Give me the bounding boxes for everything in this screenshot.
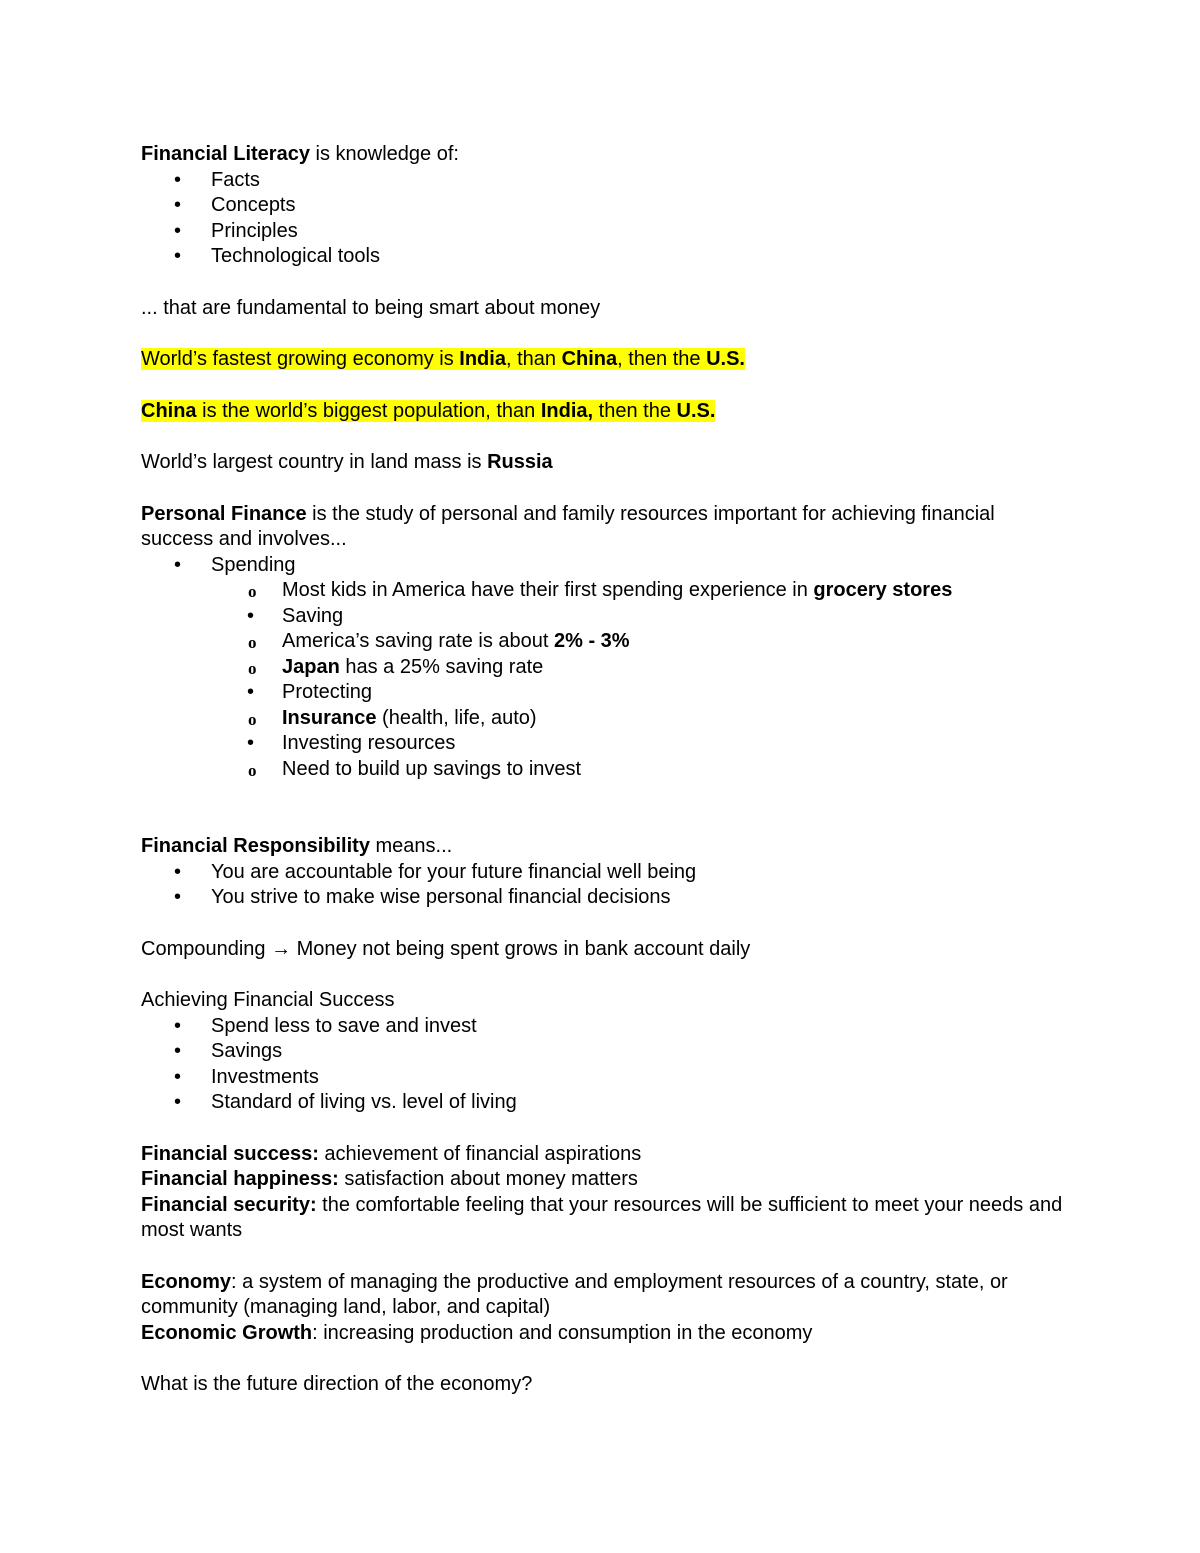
list-item: o Japan has a 25% saving rate — [141, 655, 1071, 681]
list-item: o Insurance (health, life, auto) — [141, 706, 1071, 732]
achieving-success-list — [141, 1014, 1071, 1116]
list-item: o Need to build up savings to invest — [141, 757, 1071, 783]
closing-question: What is the future direction of the economy? — [141, 1373, 533, 1395]
list-item: • Saving — [141, 604, 1071, 630]
compounding-note: Compounding → Money not being spent grows in bank account daily — [141, 937, 751, 960]
list-item: • Investments — [141, 1065, 1071, 1091]
document-page — [141, 142, 1071, 1398]
highlight-biggest-population: China is the world’s biggest population, than India, then the U.S. — [141, 399, 716, 422]
economic-growth-definition: Economic Growth: increasing production and consumption in the economy — [141, 1321, 813, 1344]
financial-security-definition: Financial security: the comfortable feeling that your resources will be sufficient to meet your needs and most wants — [141, 1193, 1063, 1241]
economy-definition: Economy: a system of managing the productive and employment resources of a country, state, or community (managing land, labor, and capital) — [141, 1270, 1008, 1318]
list-item: • Savings — [141, 1039, 1071, 1065]
achieving-success-heading: Achieving Financial Success — [141, 989, 395, 1011]
financial-literacy-heading: Financial Literacy is knowledge of: — [141, 143, 459, 165]
personal-finance-definition: Personal Finance is the study of personal and family resources important for achieving financial success and involves... — [141, 502, 995, 550]
list-item: • Spending — [141, 553, 1071, 579]
financial-literacy-list — [141, 168, 1071, 270]
list-item: o America’s saving rate is about 2% - 3% — [141, 629, 1071, 655]
list-item: • Spend less to save and invest — [141, 1014, 1071, 1040]
responsibility-list — [141, 860, 1071, 911]
list-item: • Investing resources — [141, 731, 1071, 757]
financial-responsibility-heading: Financial Responsibility means... — [141, 835, 453, 857]
list-item: • Facts — [141, 168, 1071, 194]
financial-happiness-definition: Financial happiness: satisfaction about money matters — [141, 1168, 638, 1190]
list-item: • Technological tools — [141, 244, 1071, 270]
list-item: • Standard of living vs. level of living — [141, 1090, 1071, 1116]
list-item: • Principles — [141, 219, 1071, 245]
list-item: • Concepts — [141, 193, 1071, 219]
list-item: o Most kids in America have their first spending experience in grocery stores — [141, 578, 1071, 604]
financial-success-definition: Financial success: achievement of financial aspirations — [141, 1142, 642, 1165]
list-item: • You strive to make wise personal financial decisions — [141, 885, 1071, 911]
list-item: • You are accountable for your future financial well being — [141, 860, 1071, 886]
largest-country: World’s largest country in land mass is Russia — [141, 451, 553, 473]
literacy-trailer: ... that are fundamental to being smart about money — [141, 296, 601, 319]
highlight-fastest-economy: World’s fastest growing economy is India, than China, then the U.S. — [141, 348, 745, 370]
list-item: • Protecting — [141, 680, 1071, 706]
personal-finance-list — [141, 553, 1071, 783]
